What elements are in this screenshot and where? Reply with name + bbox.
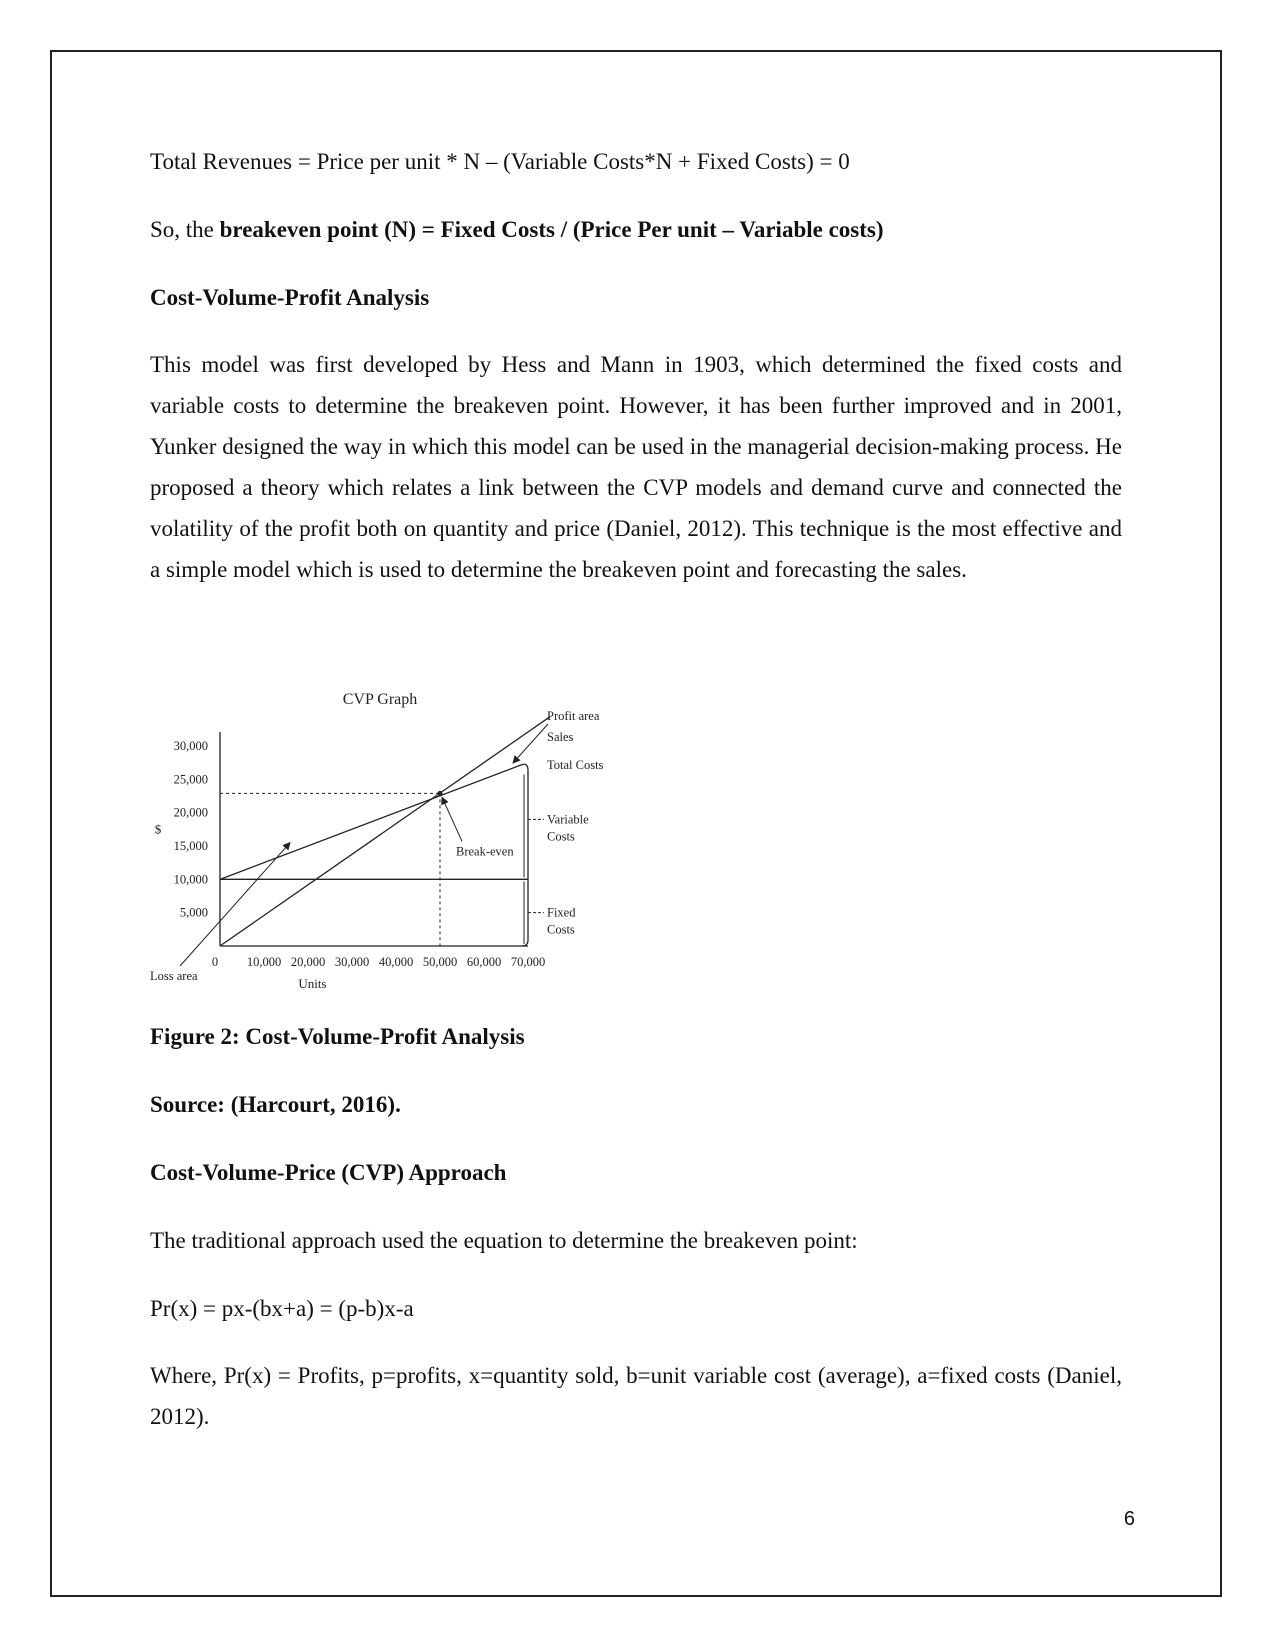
breakeven-formula-bold: breakeven point (N) = Fixed Costs / (Price Per unit – Variable costs) (219, 217, 884, 242)
variable-costs-label-1: Variable (547, 812, 589, 827)
x-axis-label: Units (298, 976, 327, 991)
cvp-graph-svg (150, 690, 660, 1030)
x-tick-label: 60,000 (466, 955, 502, 969)
total-costs-label: Total Costs (547, 758, 604, 772)
sales-line (220, 717, 550, 946)
y-tick-label: 15,000 (173, 839, 208, 853)
loss-area-label: Loss area (150, 969, 198, 983)
x-tick-label: 30,000 (334, 955, 370, 969)
breakeven-formula-prefix: So, the (150, 217, 220, 242)
breakeven-label: Break-even (456, 844, 514, 859)
loss-area-arrow (180, 843, 290, 966)
x-tick-label: 70,000 (510, 955, 546, 969)
x-tick-label: 50,000 (422, 955, 458, 969)
lower-content (150, 1015, 1122, 1437)
y-axis-label: $ (154, 821, 162, 837)
paragraph-where: Where, Pr(x) = Profits, p=profits, x=quantity sold, b=unit variable cost (average), a=fixed costs (Daniel, 2012). (150, 1363, 1122, 1429)
profit-area-label: Profit area (547, 709, 600, 723)
paragraph-cvp-history: This model was first developed by Hess and Mann in 1903, which determined the fixed costs and variable costs to determine the breakeven point. However, it has been further improved and in 2001, Yunker designed the way in which this model can be used in the managerial decision-making process. He proposed a theory which relates a link between the CVP models and demand curve and connected the volatility of the profit both on quantity and price (Daniel, 2012). This technique is the most effective and a simple model which is used to determine the breakeven point and forecasting the sales. (150, 352, 1122, 582)
chart-title: CVP Graph (342, 691, 418, 708)
cvp-graph (150, 690, 660, 1030)
breakeven-arrow (442, 797, 462, 841)
equation-total-revenues: Total Revenues = Price per unit * N – (Variable Costs*N + Fixed Costs) = 0 (150, 149, 850, 174)
fixed-costs-label-1: Fixed (547, 905, 576, 920)
y-tick-label: 10,000 (173, 872, 208, 887)
y-tick-label: 30,000 (173, 739, 208, 753)
figure-caption: Figure 2: Cost-Volume-Profit Analysis (150, 1024, 525, 1049)
sales-label: Sales (547, 730, 574, 744)
fixed-costs-label-2: Costs (547, 922, 575, 937)
equation-profit: Pr(x) = px-(bx+a) = (p-b)x-a (150, 1296, 414, 1321)
heading-cvp-approach: Cost-Volume-Price (CVP) Approach (150, 1160, 507, 1185)
y-tick-label: 25,000 (173, 772, 208, 787)
y-tick-label: 20,000 (173, 805, 208, 820)
x-tick-label: 20,000 (290, 955, 326, 969)
breakeven-point (438, 791, 443, 796)
page-number: 6 (1123, 1508, 1135, 1530)
y-tick-label: 5,000 (179, 905, 208, 920)
heading-cvp-analysis: Cost-Volume-Profit Analysis (150, 285, 430, 310)
x-tick-label: 0 (211, 955, 219, 969)
figure-source: Source: (Harcourt, 2016). (150, 1092, 401, 1117)
breakeven-formula (150, 208, 1122, 251)
paragraph-traditional-approach: The traditional approach used the equation to determine the breakeven point: (150, 1228, 858, 1253)
x-tick-label: 40,000 (378, 955, 414, 969)
x-tick-label: 10,000 (246, 955, 282, 969)
page-content (150, 140, 1122, 590)
variable-costs-label-2: Costs (547, 829, 575, 844)
